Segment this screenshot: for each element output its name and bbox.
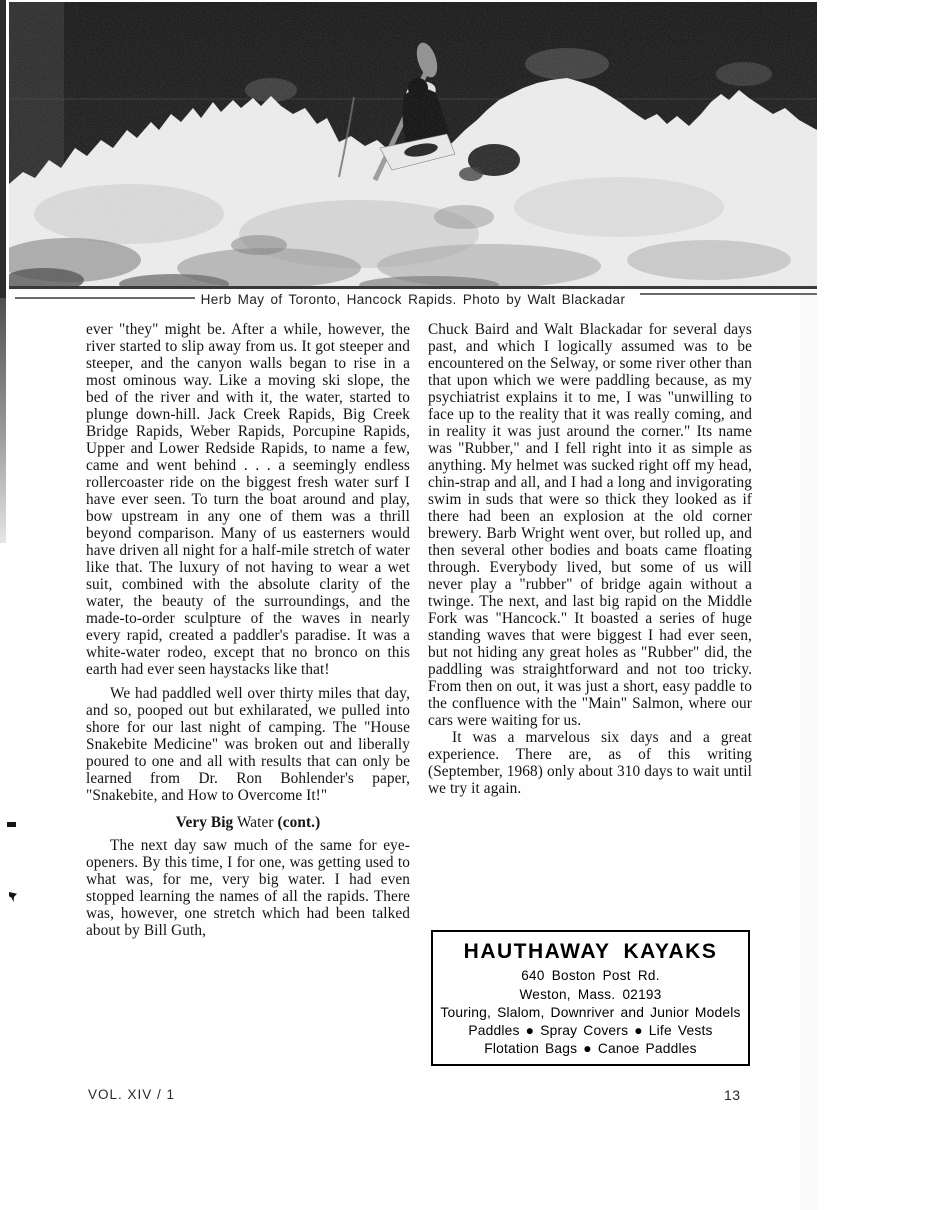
heading-regular-part: Water (233, 814, 278, 831)
heading-bold-part: Very Big (175, 814, 234, 831)
hauthaway-kayaks-ad (431, 930, 750, 1066)
ad-address-line2: Weston, Mass. 02193 (519, 987, 662, 1002)
whitewater-kayaker-photo (9, 2, 817, 289)
scan-margin-dash-mark (7, 822, 16, 827)
ad-address-line1: 640 Boston Post Rd. (521, 968, 660, 983)
paragraph: We had paddled well over thirty miles that day, and so, pooped out but exhilarated, we pulled into shore for our last night of camping. The "House Snakebite Medicine" was broken out and liberally poured to one and all with results that can only be learned from Dr. Ron Bohlender's paper, "Snakebite, and How to Overcome It!" (86, 685, 410, 804)
ad-models-line: Touring, Slalom, Downriver and Junior Models (440, 1005, 741, 1020)
paragraph: Chuck Baird and Walt Blackadar for several days past, and which I logically assumed was to be encountered on the Selway, or some river other than that upon which we were paddling because, as my psychiatrist explains it to me, I was "unwilling to face up to the reality that it was really coming, and in reality it was just around the corner." Its name was "Rubber," and I fell right into it as simple as anything. My helmet was sucked right off my head, chin-strap and all, and I had a long and invigorating swim in suds that were so thick they looked as if there had been an explosion at the old corner brewery. Barb Wright went over, but rolled up, and then several other bodies and boats came floating through. Everybody lived, but some of us will never play a "rubber" of bridge again without a twinge. The next, and last big rapid on the Middle Fork was "Hancock." It boasted a series of huge standing waves that were biggest I had ever seen, but not hiding any great holes as "Rubber" did, the paddling was straightforward and not too tricky. From then on out, it was just a short, easy paddle to the confluence with the "Main" Salmon, where our cars were waiting for us. (428, 321, 752, 729)
article-body (86, 321, 752, 939)
scan-margin-tick-mark (9, 892, 17, 902)
ad-title: HAUTHAWAY KAYAKS (463, 940, 718, 963)
paragraph: ever "they" might be. After a while, however, the river started to slip away from us. It got steeper and steeper, and the canyon walls began to rise in a most ominous way. Like a moving ski slope, the bed of the river and with it, the water, started to plunge down-hill. Jack Creek Rapids, Big Creek Bridge Rapids, Weber Rapids, Porcupine Rapids, Upper and Lower Redside Rapids, to name a few, came and went behind . . . a seemingly endless rollercoaster ride on the biggest fresh water surf I have ever seen. To turn the boat around and play, bow upstream in any one of them was a thrill beyond comparison. Many of us easterners would have driven all night for a half-mile stretch of water like that. The luxury of not having to wear a wet suit, combined with the absolute clarity of the water, the beauty of the surroundings, and the made-to-order sculpture of the waves in nearly every rapid, created a paddler's paradise. It was a white-water rodeo, except that no bronco on this earth had ever seen haystacks like that! (86, 321, 410, 678)
scan-edge-artifact-top (0, 0, 6, 298)
paragraph: The next day saw much of the same for eye-openers. By this time, I for one, was getting used to what was, for me, very big water. I had even stopped learning the names of all the rapids. There was, however, one stretch which had been talked about by Bill Guth, (86, 837, 410, 939)
article-left-column (86, 321, 410, 939)
scan-right-margin-shade (800, 290, 817, 1210)
article-right-column (428, 321, 752, 939)
scan-edge-artifact-fade (0, 298, 6, 543)
section-heading (86, 814, 410, 831)
ad-products-line2: Flotation Bags ● Canoe Paddles (484, 1041, 697, 1056)
heading-cont-part: (cont.) (277, 814, 321, 831)
ad-products-line1: Paddles ● Spray Covers ● Life Vests (468, 1023, 713, 1038)
paragraph: It was a marvelous six days and a great experience. There are, as of this writing (September, 1968) only about 310 days to wait until we try it again. (428, 729, 752, 797)
footer-volume-label: VOL. XIV / 1 (88, 1087, 176, 1102)
photo-caption: Herb May of Toronto, Hancock Rapids. Photo by Walt Blackadar (200, 292, 626, 307)
whitewater-photo-graphic (9, 2, 817, 289)
footer-page-number: 13 (724, 1087, 741, 1103)
